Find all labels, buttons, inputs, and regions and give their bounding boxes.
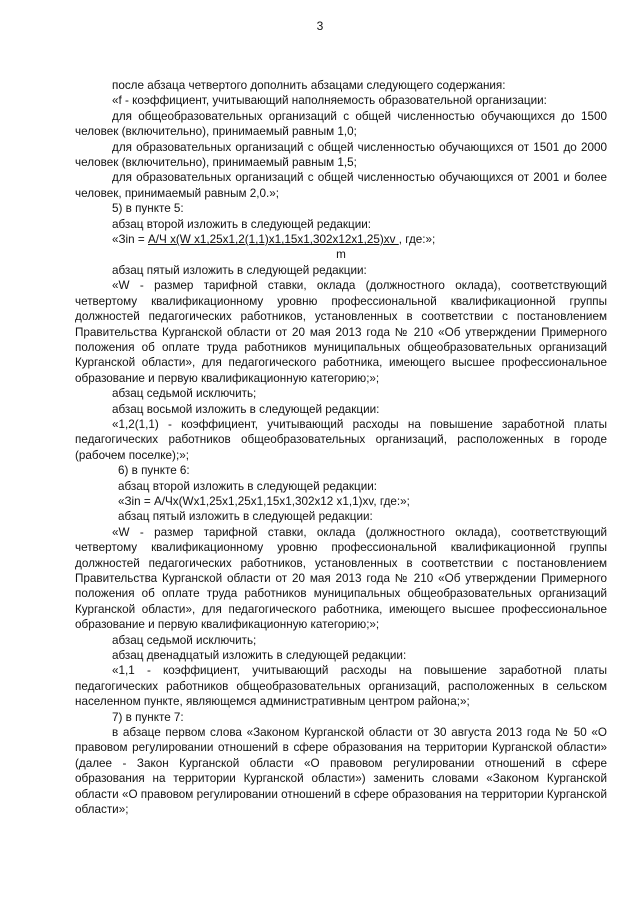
paragraph: абзац двенадцатый изложить в следующей редакции: bbox=[112, 649, 407, 663]
paragraph: для образовательных организаций с общей численностью обучающихся от 2001 и более человек, принимаемый равным 2,0.»; bbox=[75, 171, 607, 200]
paragraph: после абзаца четвертого дополнить абзацами следующего содержания: bbox=[112, 79, 506, 92]
paragraph bbox=[75, 232, 607, 247]
paragraph: 6) в пункте 6: bbox=[118, 464, 190, 478]
paragraph: абзац восьмой изложить в следующей редакции: bbox=[112, 402, 380, 416]
paragraph: абзац пятый изложить в следующей редакции: bbox=[112, 263, 367, 277]
paragraph: 7) в пункте 7: bbox=[112, 710, 184, 724]
formula-underlined: А/Ч х(W х1,25х1,2(1,1)х1,15х1,302х12х1,25)хv bbox=[147, 233, 399, 247]
paragraph: «1,1 - коэффициент, учитывающий расходы на повышение заработной платы педагогических работников общеобразовательных организаций, расположенных в сельском населенном пункте, являющемся административным центром района;»; bbox=[75, 664, 607, 709]
paragraph: «W - размер тарифной ставки, оклада (должностного оклада), соответствующий четвертому квалификационному уровню профессиональной квалификационной группы должностей педагогических работников, установленных в соответствии с постановлением Правительства Курганской области от 20 мая 2013 года № 210 «Об утверждении Примерного положения об оплате труда работников муниципальных общеобразовательных организаций Курганской области», для педагогического работника, имеющего высшее профессиональное образование и первую квалификационную категорию;»; bbox=[75, 525, 607, 632]
formula-suffix: , где:»; bbox=[398, 233, 436, 247]
paragraph: абзац второй изложить в следующей редакции: bbox=[118, 479, 378, 493]
paragraph: для общеобразовательных организаций с общей численностью обучающихся до 1500 человек (включительно), принимаемый равным 1,0; bbox=[75, 109, 607, 139]
paragraph: абзац седьмой исключить; bbox=[112, 387, 257, 401]
paragraph: «W - размер тарифной ставки, оклада (должностного оклада), соответствующий четвертому квалификационному уровню профессиональной квалификационной группы должностей педагогических работников, установленных в соответствии с постановлением Правительства Курганской области от 20 мая 2013 года № 210 «Об утверждении Примерного положения об оплате труда работников муниципальных общеобразовательных организаций Курганской области», для педагогического работника, имеющего высшее профессиональное образование и первую квалификационную категорию;»; bbox=[75, 279, 607, 385]
paragraph: m bbox=[336, 248, 346, 262]
paragraph: абзац второй изложить в следующей редакции: bbox=[112, 217, 372, 231]
paragraph: для образовательных организаций с общей численностью обучающихся от 1501 до 2000 человек (включительно), принимаемый равным 1,5; bbox=[75, 140, 607, 170]
paragraph: 5) в пункте 5: bbox=[112, 202, 184, 216]
paragraph: «1,2(1,1) - коэффициент, учитывающий расходы на повышение заработной платы педагогических работников общеобразовательных организаций, расположенных в городе (рабочем поселке);»; bbox=[75, 417, 607, 462]
paragraph: «f - коэффициент, учитывающий наполняемость образовательной организации: bbox=[112, 94, 547, 108]
paragraph: в абзаце первом слова «Законом Курганской области от 30 августа 2013 года № 50 «О правовом регулировании отношений в сфере образования на территории Курганской области» (далее - Закон Курганской области «О правовом регулировании отношений в сфере образования на территории Курганской области») заменить словами «Законом Курганской области «О правовом регулировании отношений в сфере образования на территории Курганской области»; bbox=[75, 726, 607, 817]
document-body bbox=[75, 78, 607, 818]
formula-prefix: «Зin = bbox=[112, 233, 148, 247]
page-number: 3 bbox=[316, 19, 324, 33]
paragraph: «Зin = А/Чх(Wх1,25х1,25х1,15х1,302х12 х1,1)хv, где:»; bbox=[118, 494, 410, 508]
paragraph: абзац седьмой исключить; bbox=[112, 633, 257, 647]
paragraph: абзац пятый изложить в следующей редакции: bbox=[118, 510, 373, 524]
